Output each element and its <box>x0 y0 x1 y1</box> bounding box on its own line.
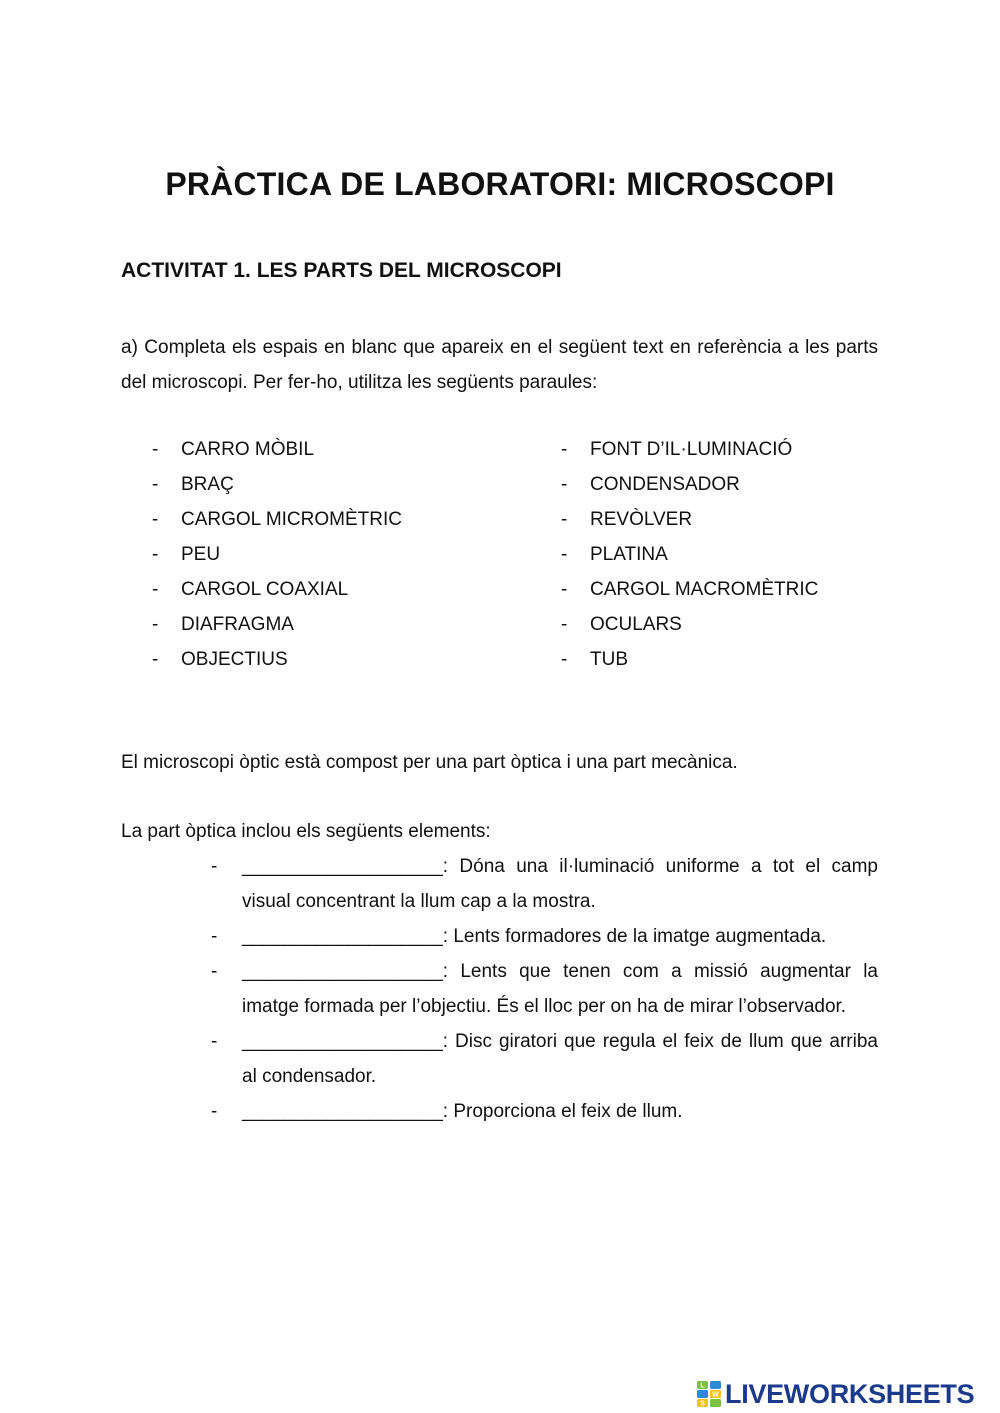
logo-letter: S <box>700 1400 705 1407</box>
answer-blank[interactable]: ___________________ <box>242 1031 443 1052</box>
definition-text: : Lents formadores de la imatge augmentada. <box>442 926 827 947</box>
word-label: CARRO MÒBIL <box>181 439 315 460</box>
word-label: CARGOL COAXIAL <box>181 579 349 600</box>
word-label: OCULARS <box>590 614 682 635</box>
page-title: PRÀCTICA DE LABORATORI: MICROSCOPI <box>165 166 835 202</box>
word-item <box>152 642 402 677</box>
word-item <box>152 572 402 607</box>
word-label: OBJECTIUS <box>181 649 288 670</box>
definition-item <box>211 954 878 1024</box>
bullet-dash: - <box>152 544 159 565</box>
word-item <box>152 537 402 572</box>
logo-text: LIVEWORKSHEETS <box>725 1379 975 1409</box>
bullet-dash: - <box>211 1101 218 1122</box>
paragraph-optica: La part òptica inclou els següents elements: <box>121 821 491 842</box>
bullet-dash: - <box>561 544 568 565</box>
definition-item <box>211 1094 878 1129</box>
bullet-dash: - <box>152 649 159 670</box>
word-item <box>561 537 818 572</box>
bullet-dash: - <box>211 1031 218 1052</box>
bullet-dash: - <box>561 439 568 460</box>
word-item <box>152 502 402 537</box>
bullet-dash: - <box>211 961 218 982</box>
definition-item <box>211 919 878 954</box>
bullet-dash: - <box>152 614 159 635</box>
logo-letter: W <box>712 1391 719 1399</box>
bullet-dash: - <box>561 474 568 495</box>
word-item <box>561 572 818 607</box>
intro-paragraph: a) Completa els espais en blanc que apareix en el següent text en referència a les parts del microscopi. Per fer-ho, utilitza les següents paraules: <box>121 337 878 393</box>
word-label: PEU <box>181 544 221 565</box>
word-item <box>152 467 402 502</box>
word-label: REVÒLVER <box>590 509 693 530</box>
bullet-dash: - <box>561 614 568 635</box>
definition-item <box>211 849 878 919</box>
word-label: PLATINA <box>590 544 668 565</box>
definition-list <box>211 849 878 1129</box>
definition-text: : Disc giratori que regula el feix de llum que arriba al condensador. <box>242 1031 878 1087</box>
bullet-dash: - <box>561 649 568 670</box>
bullet-dash: - <box>152 509 159 530</box>
word-item <box>561 467 818 502</box>
bullet-dash: - <box>211 926 218 947</box>
word-item <box>561 432 818 467</box>
answer-blank[interactable]: ___________________ <box>242 1101 443 1122</box>
answer-blank[interactable]: ___________________ <box>242 856 443 877</box>
definition-text: : Proporciona el feix de llum. <box>442 1101 683 1122</box>
word-label: TUB <box>590 649 628 670</box>
word-item <box>152 607 402 642</box>
word-label: DIAFRAGMA <box>181 614 294 635</box>
activity-heading: ACTIVITAT 1. LES PARTS DEL MICROSCOPI <box>121 259 562 282</box>
word-item <box>561 502 818 537</box>
liveworksheets-icon <box>697 1381 721 1407</box>
bullet-dash: - <box>152 474 159 495</box>
bullet-dash: - <box>561 579 568 600</box>
word-label: FONT D’IL·LUMINACIÓ <box>590 439 793 460</box>
definition-text: : Dóna una il·luminació uniforme a tot el camp visual concentrant la llum cap a la mostra. <box>242 856 878 912</box>
answer-blank[interactable]: ___________________ <box>242 926 443 947</box>
liveworksheets-logo[interactable] <box>697 1377 974 1411</box>
word-label: CARGOL MACROMÈTRIC <box>590 579 819 600</box>
logo-letter: L <box>700 1382 705 1390</box>
answer-blank[interactable]: ___________________ <box>242 961 443 982</box>
bullet-dash: - <box>211 856 218 877</box>
word-label: BRAÇ <box>181 474 234 495</box>
definition-item <box>211 1024 878 1094</box>
word-item <box>561 642 818 677</box>
paragraph-compost: El microscopi òptic està compost per una part òptica i una part mecànica. <box>121 752 738 773</box>
word-list-right <box>561 432 818 677</box>
bullet-dash: - <box>561 509 568 530</box>
bullet-dash: - <box>152 439 159 460</box>
word-label: CONDENSADOR <box>590 474 740 495</box>
definition-text: : Lents que tenen com a missió augmentar la imatge formada per l’objectiu. És el lloc per on ha de mirar l’observador. <box>242 961 878 1017</box>
word-item <box>152 432 402 467</box>
word-list-left <box>152 432 402 677</box>
word-item <box>561 607 818 642</box>
word-label: CARGOL MICROMÈTRIC <box>181 509 402 530</box>
bullet-dash: - <box>152 579 159 600</box>
